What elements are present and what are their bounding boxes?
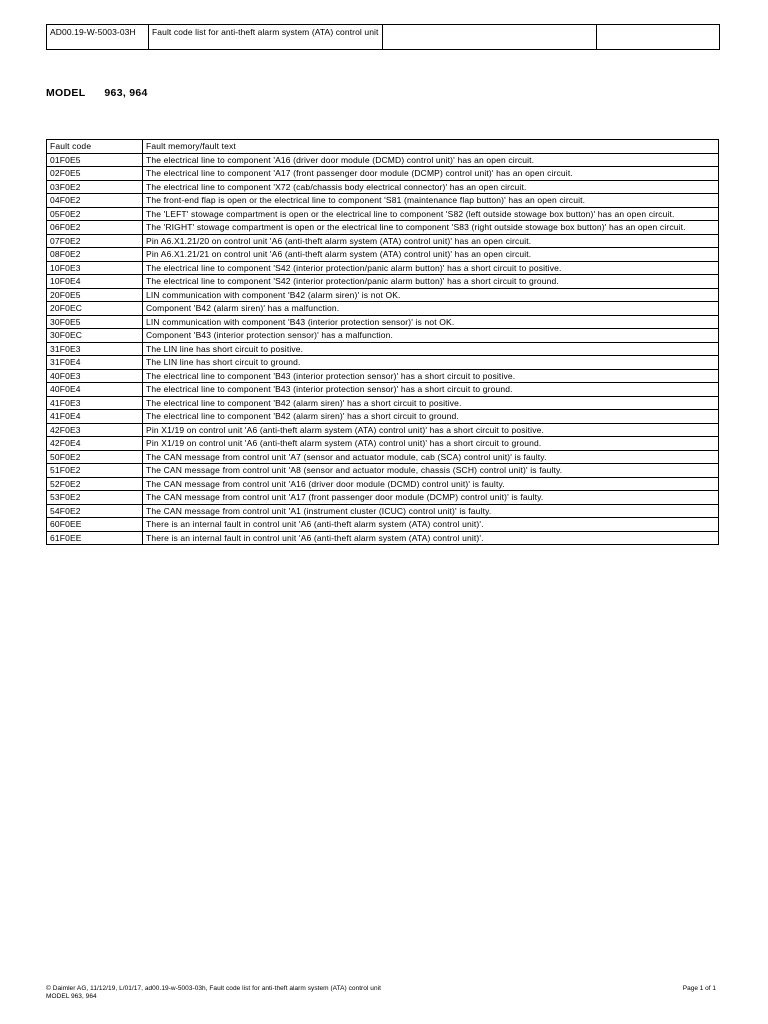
fault-row	[47, 329, 719, 343]
fault-text: Pin A6.X1.21/20 on control unit 'A6 (anti-theft alarm system (ATA) control unit)' has an open circuit.	[143, 234, 719, 248]
fault-code: 30F0E5	[47, 315, 143, 329]
fault-code: 60F0EE	[47, 518, 143, 532]
fault-table-header-row	[47, 140, 719, 154]
fault-text: The LIN line has short circuit to ground.	[143, 356, 719, 370]
fault-code: 08F0E2	[47, 248, 143, 262]
fault-code: 50F0E2	[47, 450, 143, 464]
fault-code: 53F0E2	[47, 491, 143, 505]
fault-text: The electrical line to component 'A17 (front passenger door module (DCMP) control unit)' has an open circuit.	[143, 167, 719, 181]
fault-text: The electrical line to component 'B42 (alarm siren)' has a short circuit to ground.	[143, 410, 719, 424]
fault-code: 31F0E3	[47, 342, 143, 356]
fault-row	[47, 194, 719, 208]
fault-row	[47, 396, 719, 410]
fault-code: 07F0E2	[47, 234, 143, 248]
fault-code: 40F0E4	[47, 383, 143, 397]
fault-row	[47, 261, 719, 275]
fault-row	[47, 531, 719, 545]
fault-row	[47, 369, 719, 383]
fault-code: 40F0E3	[47, 369, 143, 383]
fault-code: 06F0E2	[47, 221, 143, 235]
fault-row	[47, 248, 719, 262]
fault-row	[47, 234, 719, 248]
column-header-fault-code: Fault code	[47, 140, 143, 154]
fault-row	[47, 437, 719, 451]
fault-text: The electrical line to component 'S42 (interior protection/panic alarm button)' has a short circuit to ground.	[143, 275, 719, 289]
fault-code: 30F0EC	[47, 329, 143, 343]
fault-text: The electrical line to component 'B43 (interior protection sensor)' has a short circuit to ground.	[143, 383, 719, 397]
fault-text: The CAN message from control unit 'A16 (driver door module (DCMD) control unit)' is faulty.	[143, 477, 719, 491]
fault-code: 42F0E4	[47, 437, 143, 451]
footer-copyright	[46, 985, 381, 1001]
fault-text: The front-end flap is open or the electrical line to component 'S81 (maintenance flap button)' has an open circuit.	[143, 194, 719, 208]
document-header-row	[47, 25, 720, 50]
fault-table-body	[47, 153, 719, 545]
fault-row	[47, 491, 719, 505]
document-title: Fault code list for anti-theft alarm system (ATA) control unit	[149, 25, 383, 50]
fault-text: Component 'B43 (interior protection sensor)' has a malfunction.	[143, 329, 719, 343]
fault-text: The LIN line has short circuit to positive.	[143, 342, 719, 356]
fault-code: 41F0E4	[47, 410, 143, 424]
fault-text: The CAN message from control unit 'A1 (instrument cluster (ICUC) control unit)' is faulty.	[143, 504, 719, 518]
fault-text: The electrical line to component 'B42 (alarm siren)' has a short circuit to positive.	[143, 396, 719, 410]
fault-code: 02F0E5	[47, 167, 143, 181]
fault-row	[47, 477, 719, 491]
fault-text: The electrical line to component 'S42 (interior protection/panic alarm button)' has a short circuit to positive.	[143, 261, 719, 275]
fault-row	[47, 356, 719, 370]
model-label: MODEL	[46, 87, 86, 99]
fault-text: LIN communication with component 'B42 (alarm siren)' is not OK.	[143, 288, 719, 302]
fault-text: The CAN message from control unit 'A17 (front passenger door module (DCMP) control unit)' is faulty.	[143, 491, 719, 505]
fault-text: The CAN message from control unit 'A8 (sensor and actuator module, chassis (SCH) control unit)' is faulty.	[143, 464, 719, 478]
model-line	[46, 87, 148, 99]
fault-code: 20F0E5	[47, 288, 143, 302]
fault-text: Pin X1/19 on control unit 'A6 (anti-theft alarm system (ATA) control unit)' has a short circuit to positive.	[143, 423, 719, 437]
fault-row	[47, 342, 719, 356]
fault-row	[47, 518, 719, 532]
fault-text: The CAN message from control unit 'A7 (sensor and actuator module, cab (SCA) control unit)' is faulty.	[143, 450, 719, 464]
fault-code: 04F0E2	[47, 194, 143, 208]
fault-text: LIN communication with component 'B43 (interior protection sensor)' is not OK.	[143, 315, 719, 329]
document-header-table	[46, 24, 720, 50]
fault-text: Pin A6.X1.21/21 on control unit 'A6 (anti-theft alarm system (ATA) control unit)' has an open circuit.	[143, 248, 719, 262]
fault-row	[47, 153, 719, 167]
header-cell-3	[383, 25, 597, 50]
fault-row	[47, 410, 719, 424]
footer-line-2: MODEL 963, 964	[46, 993, 97, 1000]
footer-line-1: © Daimler AG, 11/12/19, L/01/17, ad00.19-w-5003-03h, Fault code list for anti-theft alarm system (ATA) control unit	[46, 985, 381, 992]
model-value: 963, 964	[104, 87, 148, 99]
fault-code: 01F0E5	[47, 153, 143, 167]
fault-code: 05F0E2	[47, 207, 143, 221]
header-cell-4	[597, 25, 720, 50]
fault-row	[47, 221, 719, 235]
fault-code: 03F0E2	[47, 180, 143, 194]
fault-text: The electrical line to component 'A16 (driver door module (DCMD) control unit)' has an open circuit.	[143, 153, 719, 167]
fault-text: There is an internal fault in control unit 'A6 (anti-theft alarm system (ATA) control unit)'.	[143, 518, 719, 532]
column-header-fault-text: Fault memory/fault text	[143, 140, 719, 154]
fault-text: The electrical line to component 'B43 (interior protection sensor)' has a short circuit to positive.	[143, 369, 719, 383]
fault-row	[47, 423, 719, 437]
fault-code-table	[46, 139, 719, 545]
fault-row	[47, 207, 719, 221]
fault-row	[47, 180, 719, 194]
footer-page-number: Page 1 of 1	[682, 985, 716, 992]
fault-code: 31F0E4	[47, 356, 143, 370]
fault-row	[47, 302, 719, 316]
fault-row	[47, 275, 719, 289]
fault-code: 20F0EC	[47, 302, 143, 316]
fault-row	[47, 315, 719, 329]
fault-row	[47, 288, 719, 302]
fault-text: The 'RIGHT' stowage compartment is open or the electrical line to component 'S83 (right outside stowage box button)' has an open circuit.	[143, 221, 719, 235]
fault-code: 52F0E2	[47, 477, 143, 491]
document-id: AD00.19-W-5003-03H	[47, 25, 149, 50]
fault-code: 61F0EE	[47, 531, 143, 545]
fault-text: Pin X1/19 on control unit 'A6 (anti-theft alarm system (ATA) control unit)' has a short circuit to ground.	[143, 437, 719, 451]
fault-code: 54F0E2	[47, 504, 143, 518]
fault-text: The 'LEFT' stowage compartment is open or the electrical line to component 'S82 (left outside stowage box button)' has an open circuit.	[143, 207, 719, 221]
fault-code: 42F0E3	[47, 423, 143, 437]
fault-code: 10F0E3	[47, 261, 143, 275]
fault-text: Component 'B42 (alarm siren)' has a malfunction.	[143, 302, 719, 316]
fault-code: 51F0E2	[47, 464, 143, 478]
fault-text: The electrical line to component 'X72 (cab/chassis body electrical connector)' has an open circuit.	[143, 180, 719, 194]
fault-row	[47, 450, 719, 464]
fault-row	[47, 167, 719, 181]
fault-code: 10F0E4	[47, 275, 143, 289]
fault-code: 41F0E3	[47, 396, 143, 410]
fault-row	[47, 504, 719, 518]
fault-text: There is an internal fault in control unit 'A6 (anti-theft alarm system (ATA) control unit)'.	[143, 531, 719, 545]
fault-row	[47, 383, 719, 397]
fault-row	[47, 464, 719, 478]
